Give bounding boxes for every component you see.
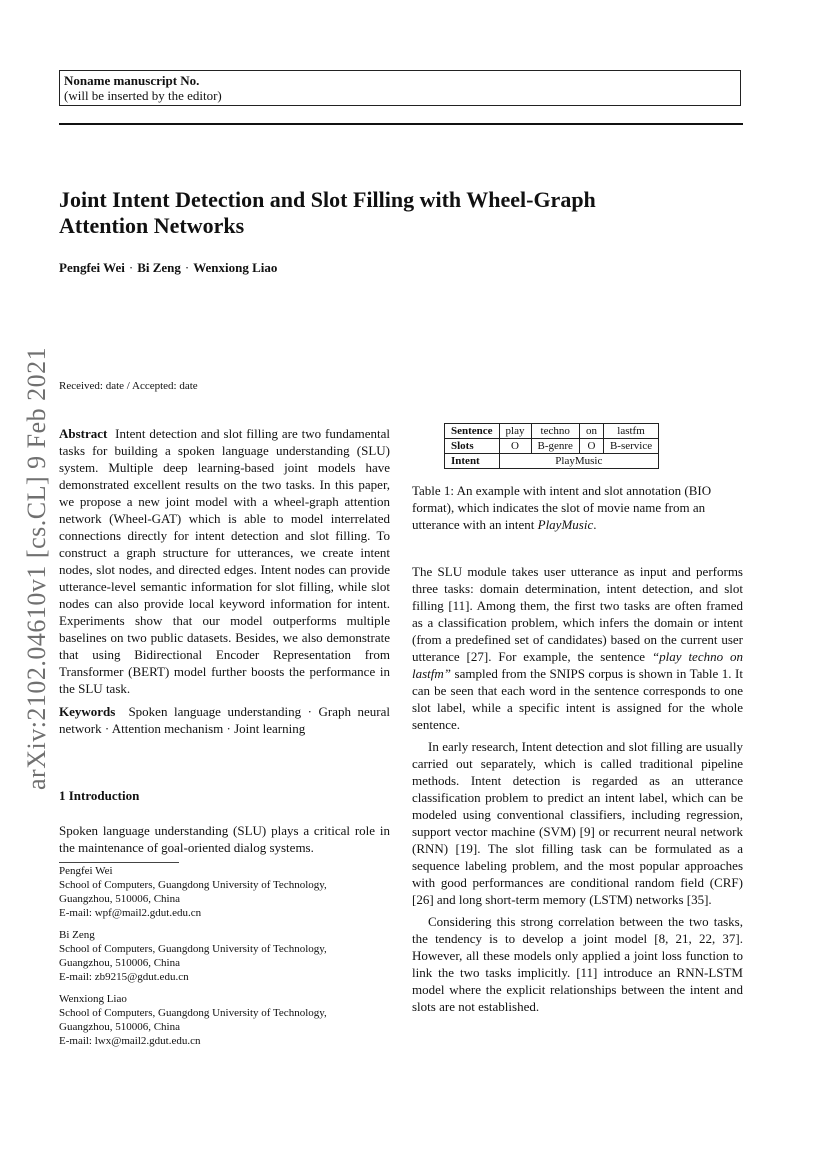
table-cell: play — [499, 424, 531, 439]
editor-note: (will be inserted by the editor) — [64, 88, 222, 103]
affiliation-city: Guangzhou, 510006, China — [59, 893, 180, 905]
title-line-2: Attention Networks — [59, 213, 245, 238]
table-cell: O — [499, 439, 531, 454]
table-caption — [412, 482, 743, 533]
keywords-label: Keywords — [59, 704, 116, 719]
caption-text: Table 1: An example with intent and slot annotation (BIO format), which indicates the slot of movie name from an utterance with an intent — [412, 483, 712, 532]
body-paragraph: In early research, Intent detection and slot filling are usually carried out separately, which is called traditional pipeline methods. Intent detection is regarded as an utterance classification problem to predict an intent label, which can be modeled using conventional classifiers, including regression, support vector machine (SVM) [9] or recurrent neural network (RNN) [19]. The slot filling task can be formulated as a sequence labeling problem, and the most popular approaches with good performances are conditional random field (CRF) [26] and long short-term memory (LSTM) networks [35]. — [412, 739, 743, 907]
table-cell: B-genre — [531, 439, 579, 454]
caption-intent: PlayMusic — [537, 517, 594, 532]
table-row — [445, 439, 659, 454]
manuscript-header-box — [59, 70, 741, 106]
abstract-label: Abstract — [59, 426, 108, 441]
example-table — [444, 423, 659, 469]
abstract-paragraph — [59, 425, 390, 697]
right-column — [412, 563, 743, 1015]
affiliation-block — [59, 864, 390, 920]
table-row-label: Sentence — [445, 424, 500, 439]
section-heading-introduction: 1 Introduction — [59, 788, 140, 803]
table-cell: techno — [531, 424, 579, 439]
caption-end: . — [593, 517, 597, 532]
affiliations — [59, 864, 390, 1056]
body-paragraph — [412, 563, 743, 733]
author-list — [59, 260, 277, 276]
body-text: The SLU module takes user utterance as input and performs three tasks: domain determination, intent detection, and slot filling [11]. Among them, the first two tasks are often framed as a classification problem, which infers the domain or intent (from a predefined set of candidates) based on the current user utterance [27]. For example, the sentence — [412, 564, 743, 664]
affiliation-name: Bi Zeng — [59, 929, 95, 941]
author-separator: · — [184, 260, 190, 275]
table-row — [445, 454, 659, 469]
author-name: Wenxiong Liao — [193, 260, 278, 275]
left-column — [59, 425, 390, 737]
manuscript-number: Noname manuscript No. — [64, 73, 200, 88]
table-row — [445, 424, 659, 439]
table-cell: O — [579, 439, 603, 454]
affiliation-city: Guangzhou, 510006, China — [59, 957, 180, 969]
affiliation-school: School of Computers, Guangdong University of Technology, — [59, 943, 327, 955]
affiliation-block — [59, 992, 390, 1048]
table-row-label: Intent — [445, 454, 500, 469]
table-cell: lastfm — [603, 424, 658, 439]
body-text: sampled from the SNIPS corpus is shown in Table 1. It can be seen that each word in the sentence corresponds to one slot label, while a specific intent is assigned for the whole sentence. — [412, 666, 743, 732]
title-line-1: Joint Intent Detection and Slot Filling with Wheel-Graph — [59, 187, 596, 212]
keywords-paragraph — [59, 703, 390, 737]
example-sentence: “play techno on lastfm” — [412, 649, 744, 681]
affiliation-email: E-mail: wpf@mail2.gdut.edu.cn — [59, 907, 202, 919]
received-date: Received: date / Accepted: date — [59, 380, 198, 392]
affiliation-name: Pengfei Wei — [59, 865, 113, 877]
table-cell: on — [579, 424, 603, 439]
affiliation-name: Wenxiong Liao — [59, 993, 127, 1005]
table-cell: B-service — [603, 439, 658, 454]
affiliation-school: School of Computers, Guangdong University of Technology, — [59, 879, 327, 891]
affiliation-email: E-mail: zb9215@gdut.edu.cn — [59, 971, 189, 983]
header-rule — [59, 123, 743, 125]
paper-title — [59, 187, 759, 239]
arxiv-stamp — [22, 346, 62, 790]
body-paragraph: Considering this strong correlation between the two tasks, the tendency is to develop a joint model [8, 21, 22, 37]. However, all these models only applied a joint loss function to link the two tasks implicitly. [11] introduce an RNN-LSTM model where the explicit relationships between the intent and slots are not established. — [412, 914, 743, 1014]
abstract-text: Intent detection and slot filling are two fundamental tasks for building a spoken language understanding (SLU) system. Multiple deep learning-based joint models have demonstrated excellent results on the two tasks. In this paper, we propose a new joint model with a wheel-graph attention network (Wheel-GAT) which is able to model interrelated connections directly for intent detection and slot filling. To construct a graph structure for utterances, we create intent nodes, slot nodes, and directed edges. Intent nodes can provide utterance-level semantic information for slot filling, while slot nodes can also provide local keyword information for intent. Experiments show that our model outperforms multiple baselines on two public datasets. Besides, we also demonstrate that using Bidirectional Encoder Representation from Transformer (BERT) model further boosts the performance in the SLU task. — [59, 426, 390, 696]
affiliation-email: E-mail: lwx@mail2.gdut.edu.cn — [59, 1035, 201, 1047]
arxiv-stamp-text: arXiv:2102.04610v1 [cs.CL] 9 Feb 2021 — [22, 346, 51, 790]
affiliation-block — [59, 928, 390, 984]
table-row-label: Slots — [445, 439, 500, 454]
keywords-text: Spoken language understanding · Graph neural network · Attention mechanism · Joint learning — [59, 704, 391, 736]
intro-text: Spoken language understanding (SLU) plays a critical role in the maintenance of goal-oriented dialog systems. — [59, 823, 390, 855]
footnote-rule — [59, 862, 179, 863]
author-name: Bi Zeng — [137, 260, 181, 275]
author-name: Pengfei Wei — [59, 260, 125, 275]
table-cell: PlayMusic — [499, 454, 659, 469]
intro-paragraph — [59, 822, 390, 856]
author-separator: · — [128, 260, 134, 275]
affiliation-school: School of Computers, Guangdong University of Technology, — [59, 1007, 327, 1019]
affiliation-city: Guangzhou, 510006, China — [59, 1021, 180, 1033]
